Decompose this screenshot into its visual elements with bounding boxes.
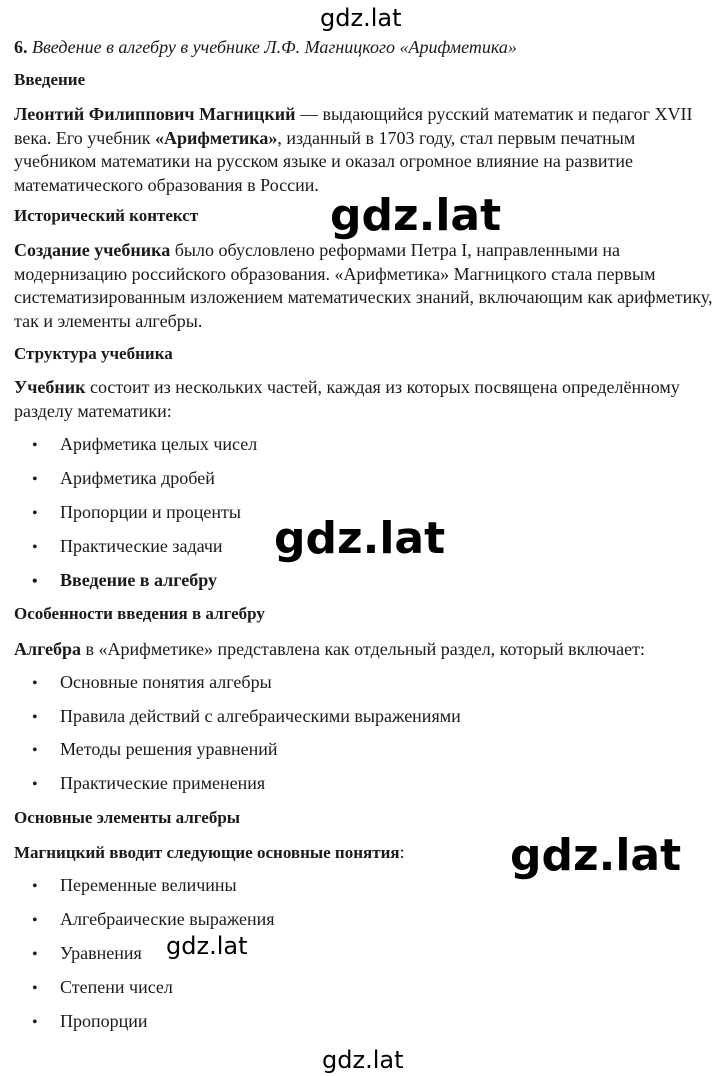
list-item: • Правила действий с алгебраическими выражениями bbox=[32, 706, 461, 726]
list-item: • Практические задачи bbox=[32, 536, 223, 556]
list-item: • Алгебраические выражения bbox=[32, 909, 275, 929]
intro-text-2: , изданный в 1703 году, стал первым печатным учебником математики на русском языке и оказал огромное влияние на развитие математического образования в России. bbox=[14, 127, 636, 195]
heading-intro: Введение bbox=[14, 70, 86, 89]
list-item: • Степени чисел bbox=[32, 977, 173, 997]
paragraph-elements bbox=[14, 841, 405, 864]
intro-bold-name: Леонтий Филиппович Магницкий bbox=[14, 104, 296, 124]
task-number: 6. bbox=[14, 37, 28, 57]
structure-text: состоит из нескольких частей, каждая из которых посвящена определённому разделу математики: bbox=[14, 377, 680, 421]
list-item: • Введение в алгебру bbox=[32, 570, 217, 590]
list-item: • Пропорции и проценты bbox=[32, 502, 242, 522]
list-item: • Переменные величины bbox=[32, 875, 237, 895]
watermark-bottom: gdz.lat bbox=[322, 1046, 404, 1074]
list-item: • Основные понятия алгебры bbox=[32, 672, 272, 692]
context-bold: Создание учебника bbox=[14, 240, 171, 260]
watermark-mid-1: gdz.lat bbox=[330, 190, 502, 241]
watermark-mid-3: gdz.lat bbox=[510, 830, 682, 881]
heading-context: Исторический контекст bbox=[14, 206, 199, 225]
list-item: • Уравнения bbox=[32, 943, 142, 963]
elements-bold: Магницкий вводит следующие основные понятия bbox=[14, 843, 400, 862]
intro-text-1: — выдающийся русский математик и педагог XVII века. Его учебник bbox=[14, 104, 693, 148]
structure-bold: Учебник bbox=[14, 377, 86, 397]
list-item: • Арифметика дробей bbox=[32, 468, 215, 488]
watermark-mid-2: gdz.lat bbox=[274, 513, 446, 564]
features-text: в «Арифметике» представлена как отдельный раздел, который включает: bbox=[81, 639, 646, 659]
task-title bbox=[14, 36, 517, 59]
task-title-text: Введение в алгебру в учебнике Л.Ф. Магницкого «Арифметика» bbox=[32, 37, 517, 57]
features-bold: Алгебра bbox=[14, 639, 82, 659]
paragraph-context bbox=[14, 239, 714, 333]
heading-structure: Структура учебника bbox=[14, 344, 173, 363]
elements-text: : bbox=[399, 842, 405, 862]
paragraph-features bbox=[14, 638, 645, 661]
heading-features: Особенности введения в алгебру bbox=[14, 604, 265, 623]
paragraph-intro bbox=[14, 103, 714, 197]
paragraph-structure bbox=[14, 376, 714, 423]
list-item: • Арифметика целых чисел bbox=[32, 434, 258, 454]
context-text: было обусловлено реформами Петра I, направленными на модернизацию российского образования. «Арифметика» Магницкого стала первым систематизированным изложением математических знаний, включающим как арифметику, так и элементы алгебры. bbox=[14, 240, 713, 331]
heading-elements: Основные элементы алгебры bbox=[14, 808, 241, 827]
list-item: • Пропорции bbox=[32, 1011, 148, 1031]
intro-bold-book: «Арифметика» bbox=[155, 127, 278, 148]
watermark-small-mid: gdz.lat bbox=[166, 932, 248, 960]
list-item: • Методы решения уравнений bbox=[32, 739, 278, 759]
list-item: • Практические применения bbox=[32, 773, 266, 793]
watermark-top: gdz.lat bbox=[320, 4, 402, 32]
